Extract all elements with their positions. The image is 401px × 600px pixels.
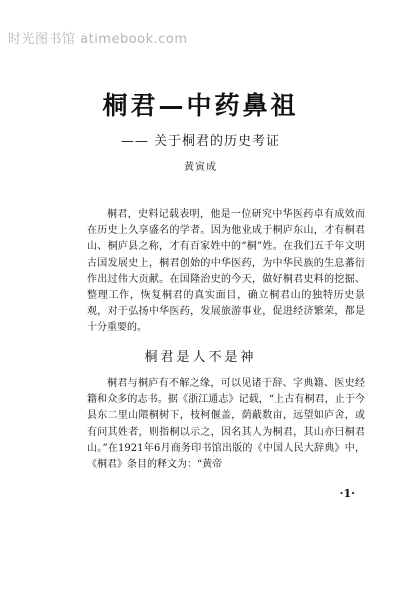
article-subtitle: —— 关于桐君的历史考证	[120, 134, 281, 149]
watermark: 时光图书馆 atimebook.com	[8, 32, 188, 47]
paragraph-intro: 桐君，史料记载表明，他是一位研究中华医药卓有成效而在历史上久享盛名的学者。因为他业成于桐庐东山，才有桐君山、桐庐县之称，才有百家姓中的“桐”姓。在我们五千年文明古国发展史上，桐君创始的中华医药，为中华民族的生息蕃衍作出过伟大贡献。在国隆治史的今天，做好桐君史料的挖掘、整理工作，恢复桐君的真实面目，确立桐君山的独特历史景观，对于弘扬中华医药，发展旅游事业，促进经济繁荣，都是十分重要的。	[87, 209, 365, 334]
section-heading: 桐君是人不是神	[144, 350, 257, 365]
page-number: ·1·	[339, 487, 355, 500]
article-title: 桐君—中药鼻祖	[102, 91, 299, 120]
author-name: 黄寅成	[184, 162, 217, 173]
paragraph-section-1: 桐君与桐庐有不解之缘，可以见诸于辞、字典籍、医史经籍和众多的志书。据《浙江通志》记载，“上古有桐君，止于今县东二里山隈桐树下，枝柯偃盖，荫蔽数亩，远望如庐舍，或有问其姓者，则指桐以示之，因名其人为桐君，其山亦曰桐君山。”在1921年6月商务印书馆出版的《中国人民大辞典》中，《桐君》条目的释文为：“黄帝	[87, 378, 365, 471]
